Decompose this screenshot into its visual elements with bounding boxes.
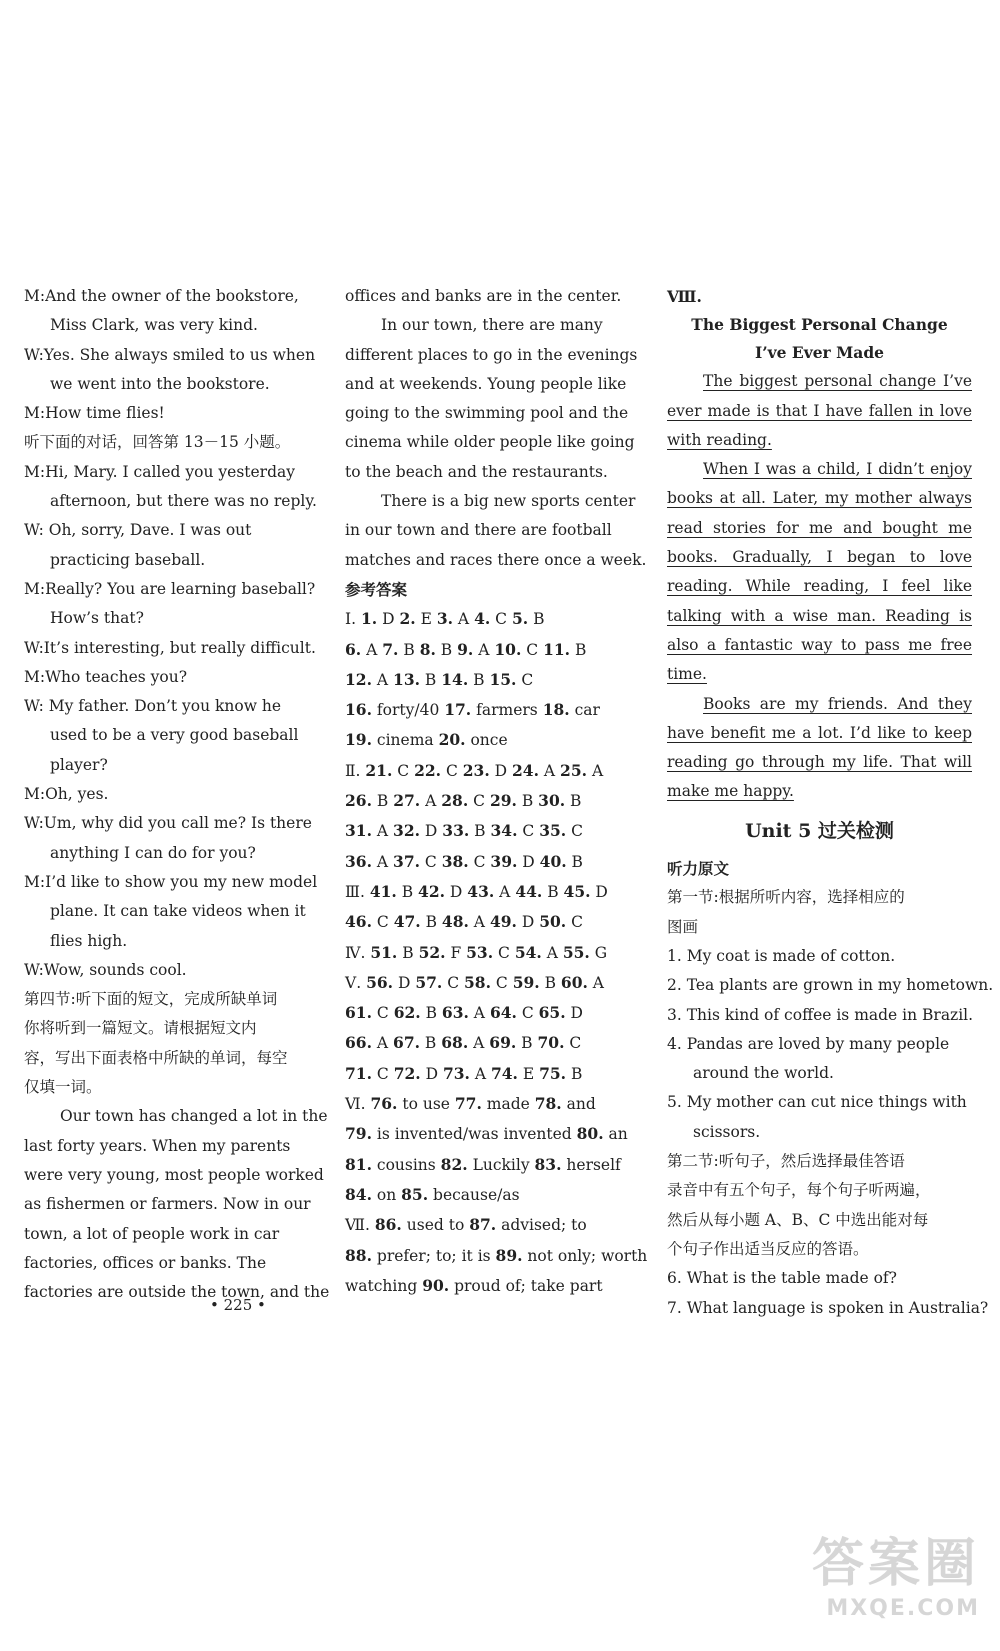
right-col-line: 5. My mother can cut nice things with	[667, 1093, 967, 1112]
left-col-line: How’s that?	[50, 609, 144, 628]
left-col-line: afternoon, but there was no reply.	[50, 492, 317, 511]
left-col-line: 仅填一词。	[24, 1078, 102, 1097]
right-col-line: 7. What language is spoken in Australia?	[667, 1298, 989, 1317]
left-col-line: last forty years. When my parents	[24, 1136, 291, 1155]
answer-line: Ⅰ. 1. D 2. E 3. A 4. C 5. B	[345, 609, 545, 629]
right-col-line: 2. Tea plants are grown in my hometown.	[667, 976, 994, 995]
answer-line: 6. A 7. B 8. B 9. A 10. C 11. B	[345, 639, 587, 659]
right-col-line: 6. What is the table made of?	[667, 1269, 897, 1288]
middle-col-line: There is a big new sports center	[381, 492, 636, 511]
left-col-line: W:Wow, sounds cool.	[24, 960, 187, 979]
middle-col-line: to the beach and the restaurants.	[345, 462, 608, 481]
left-col-line: W:Yes. She always smiled to us when	[24, 345, 316, 364]
left-col-line: anything I can do for you?	[50, 843, 256, 862]
answer-line: 88. prefer; to; it is 89. not only; worth	[345, 1245, 648, 1265]
middle-col-line: and at weekends. Young people like	[345, 374, 627, 393]
answer-line: 81. cousins 82. Luckily 83. herself	[345, 1154, 621, 1174]
answer-line: Ⅱ. 21. C 22. C 23. D 24. A 25. A	[345, 760, 604, 780]
middle-col-line: in our town and there are football	[345, 521, 612, 540]
left-col-line: as fishermen or farmers. Now in our	[24, 1195, 311, 1214]
section-roman-8: Ⅷ.	[667, 287, 702, 306]
left-col-line: M:Really? You are learning baseball?	[24, 579, 316, 598]
right-col-line: 然后从每小题 A、B、C 中选出能对每	[667, 1210, 929, 1229]
answer-line: 79. is invented/was invented 80. an	[345, 1124, 628, 1144]
right-col-line: 1. My coat is made of cotton.	[667, 946, 896, 965]
right-col-line: 第一节:根据所听内容，选择相应的	[667, 888, 905, 907]
answer-line: Ⅴ. 56. D 57. C 58. C 59. B 60. A	[345, 972, 604, 992]
left-col-line: M:Hi, Mary. I called you yesterday	[24, 462, 296, 481]
right-col-line: 第二节:听句子，然后选择最佳答语	[667, 1152, 905, 1171]
middle-col-line: going to the swimming pool and the	[345, 404, 629, 423]
left-col-line: 第四节:听下面的短文，完成所缺单词	[24, 990, 278, 1009]
column-middle	[345, 282, 648, 1301]
left-col-line: W:It’s interesting, but really difficult.	[24, 638, 316, 657]
answer-line: 61. C 62. B 63. A 64. C 65. D	[345, 1003, 583, 1023]
answer-line: Ⅳ. 51. B 52. F 53. C 54. A 55. G	[345, 942, 608, 962]
answer-line: 26. B 27. A 28. C 29. B 30. B	[345, 791, 582, 811]
essay-paragraph: Books are my friends. And they have benefit me a lot. I’d like to keep reading go through my life. That will make me happy.	[667, 694, 972, 801]
left-col-line: we went into the bookstore.	[50, 374, 270, 393]
left-col-line: 你将听到一篇短文。请根据短文内	[24, 1019, 257, 1038]
right-col-line: around the world.	[693, 1064, 834, 1083]
answer-line: Ⅶ. 86. used to 87. advised; to	[345, 1215, 587, 1235]
middle-col-line: cinema while older people like going	[345, 433, 635, 452]
watermark-logo: 答案圈 MXQE.COM	[811, 1534, 980, 1621]
left-col-line: Miss Clark, was very kind.	[50, 316, 258, 335]
left-col-line: M:Oh, yes.	[24, 785, 109, 804]
left-col-line: W: My father. Don’t you know he	[24, 697, 282, 716]
left-col-line: M:And the owner of the bookstore,	[24, 287, 299, 305]
answer-line: 84. on 85. because/as	[345, 1184, 520, 1204]
unit-title: Unit 5 过关检测	[745, 819, 894, 842]
column-right	[667, 282, 994, 1323]
essay-body	[667, 367, 972, 806]
right-col-line: 个句子作出适当反应的答语。	[667, 1239, 869, 1258]
left-col-line: factories are outside the town, and the	[24, 1283, 330, 1302]
answer-heading: 参考答案	[345, 579, 408, 599]
answer-line: 31. A 32. D 33. B 34. C 35. C	[345, 821, 583, 841]
left-col-line: used to be a very good baseball	[50, 726, 299, 745]
left-col-line: M:How time flies!	[24, 404, 165, 423]
left-col-line: Our town has changed a lot in the	[60, 1107, 328, 1126]
answer-line: 36. A 37. C 38. C 39. D 40. B	[345, 851, 583, 871]
answer-line: 16. forty/40 17. farmers 18. car	[345, 700, 600, 720]
essay-paragraph: When I was a child, I didn’t enjoy books at all. Later, my mother always read stories for me and bought me books. Gradually, I began to love reading. While reading, I feel like talking with a wise man. Reading is also a fantastic way to pass me free time.	[667, 460, 972, 684]
answer-line: 66. A 67. B 68. A 69. B 70. C	[345, 1033, 582, 1053]
middle-col-line: different places to go in the evenings	[345, 345, 638, 364]
essay-title-line-1: The Biggest Personal Change	[691, 315, 948, 335]
answer-line: Ⅲ. 41. B 42. D 43. A 44. B 45. D	[345, 881, 608, 901]
answer-line: 71. C 72. D 73. A 74. E 75. B	[345, 1063, 583, 1083]
right-col-line: scissors.	[693, 1122, 761, 1141]
left-col-line: W:Um, why did you call me? Is there	[24, 814, 312, 833]
middle-col-line: offices and banks are in the center.	[345, 287, 622, 305]
left-col-line: plane. It can take videos when it	[50, 902, 306, 921]
left-col-line: M:Who teaches you?	[24, 667, 188, 686]
listening-heading: 听力原文	[667, 859, 730, 879]
right-col-line: 图画	[667, 917, 699, 936]
answer-line: 12. A 13. B 14. B 15. C	[345, 669, 534, 689]
right-col-line: 录音中有五个句子，每个句子听两遍，	[667, 1181, 931, 1200]
answer-line: 46. C 47. B 48. A 49. D 50. C	[345, 912, 583, 932]
page-number: • 225 •	[210, 1296, 266, 1314]
essay-title-line-2: I’ve Ever Made	[754, 343, 885, 363]
left-col-line: practicing baseball.	[50, 550, 206, 569]
answer-line: watching 90. proud of; take part	[345, 1275, 603, 1295]
left-col-line: M:I’d like to show you my new model	[24, 872, 318, 891]
essay-paragraph: The biggest personal change I’ve ever made is that I have fallen in love with reading.	[667, 372, 972, 449]
left-col-line: 听下面的对话，回答第 13－15 小题。	[24, 433, 291, 452]
left-col-line: factories, offices or banks. The	[24, 1253, 267, 1272]
answer-line: 19. cinema 20. once	[345, 730, 508, 750]
right-col-line: 4. Pandas are loved by many people	[667, 1034, 950, 1053]
column-left	[24, 282, 330, 1307]
middle-col-line: matches and races there once a week.	[345, 550, 647, 569]
left-col-line: were very young, most people worked	[24, 1165, 324, 1184]
left-col-line: town, a lot of people work in car	[24, 1224, 280, 1243]
right-col-line: 3. This kind of coffee is made in Brazil.	[667, 1005, 974, 1024]
middle-col-line: In our town, there are many	[381, 316, 603, 335]
left-col-line: player?	[50, 755, 108, 774]
left-col-line: flies high.	[50, 931, 128, 950]
answer-line: Ⅵ. 76. to use 77. made 78. and	[345, 1094, 596, 1114]
left-col-line: 容，写出下面表格中所缺的单词，每空	[24, 1048, 288, 1067]
left-col-line: W: Oh, sorry, Dave. I was out	[24, 521, 252, 540]
